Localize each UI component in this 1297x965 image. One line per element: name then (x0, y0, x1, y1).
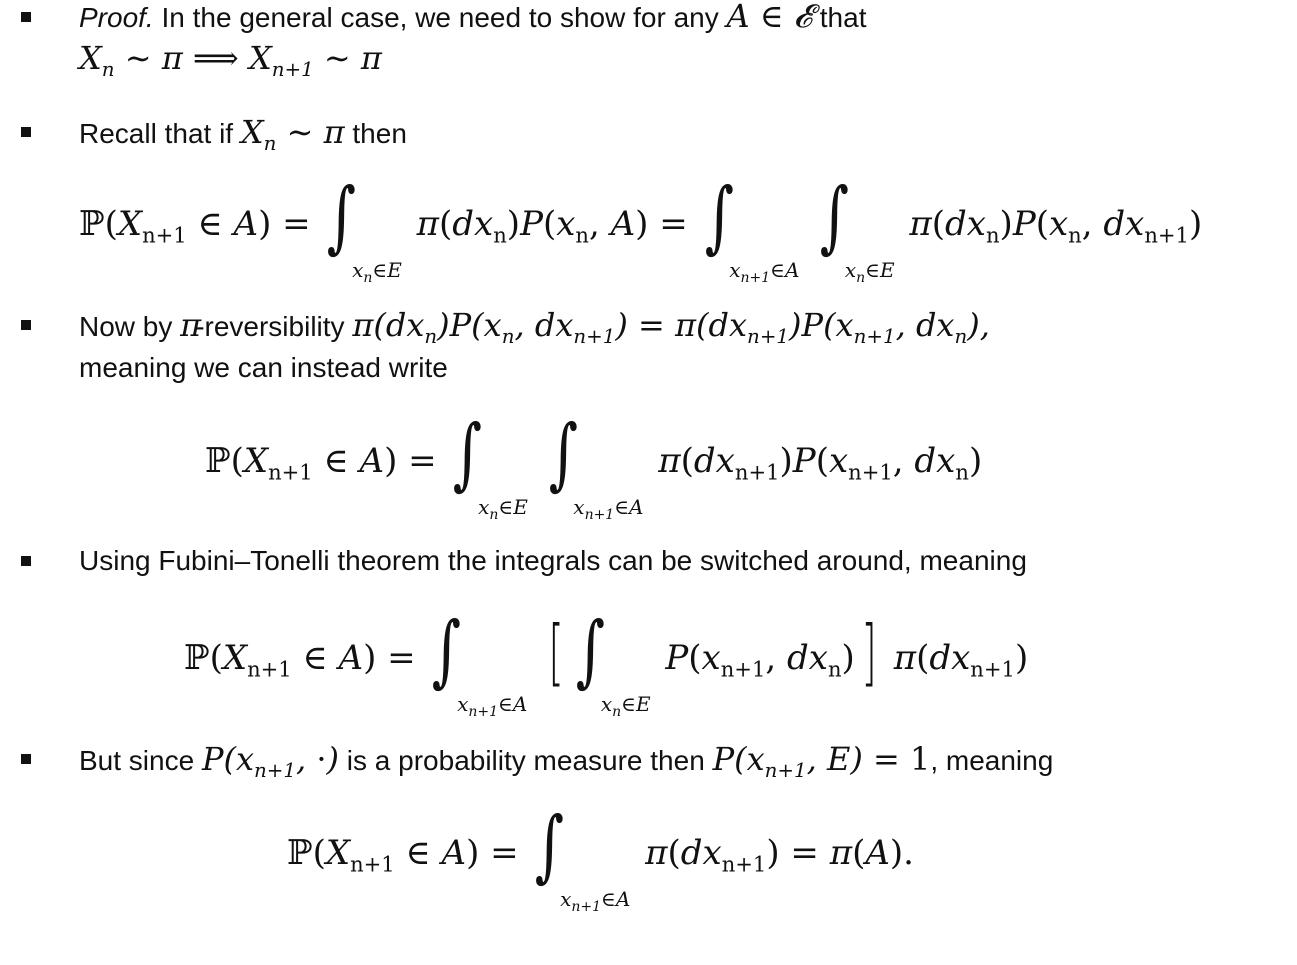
kernel-math: $P(x_{n+1}$, ·) (201, 740, 340, 782)
meaning-text: , meaning (930, 745, 1054, 776)
recall-then: then (352, 118, 407, 149)
reversibility-continuation: meaning we can instead write (79, 352, 448, 383)
probability-measure-line (79, 739, 1053, 781)
proof-text-that: that (819, 2, 867, 33)
bullet-marker (21, 127, 31, 137)
pi-symbol: π (180, 306, 202, 344)
proof-intro (79, 0, 866, 38)
recall-text: Recall that if (79, 118, 234, 149)
reversibility-math: $\pi(dx_n)P(x_n$, $dx_{n+1}) = \pi(dx_{n+1})P(x_{n+1}$, $dx_n$), (352, 306, 990, 348)
reversibility-line (79, 305, 990, 347)
recall-line (79, 112, 407, 154)
since-text: But since (79, 745, 195, 776)
reversibility-text-2: -reversibility (195, 311, 345, 342)
equation-2: $ℙ(X_{n+1}$ ∈ $A) = \int x_n\in E$ $\int x_{n+1}\in A$ $\pi(dx_{n+1})P(x_{n+1}$, $dx_n$) (205, 409, 983, 523)
goal-statement-math: $X_n$ ∼ π ⟹ $X_{n+1}$ ∼ π (79, 39, 382, 81)
bullet-marker (21, 12, 31, 22)
proof-label: Proof. (79, 2, 154, 33)
normalization-math: $P(x_{n+1}$, E) = 1 (712, 740, 931, 782)
fubini-line: Using Fubini–Tonelli theorem the integrals can be switched around, meaning (79, 545, 1027, 576)
equation-1: $ℙ(X_{n+1}$ ∈ $A) = \int x_n\in E$ $\pi(dx_n)P(x_n$, $A) = \int x_{n+1}\in A$ $\int x_n\in E$ $\pi(dx_n)P(x_n$, $dx_{n+1}$) (79, 172, 1203, 286)
proof-text: In the general case, we need to show for any (161, 2, 719, 33)
reversibility-text-1: Now by (79, 311, 173, 342)
bullet-marker (21, 556, 31, 566)
measure-text: is a probability measure then (346, 745, 705, 776)
bullet-marker (21, 754, 31, 764)
recall-math: $X_n$ ∼ π (240, 113, 345, 155)
set-membership-math: A ∈ 𝓔 (726, 0, 812, 35)
equation-4: $ℙ(X_{n+1}$ ∈ $A) = \int x_{n+1}\in A$ $\pi(dx_{n+1}) = \pi(A)$. (287, 801, 914, 915)
equation-3: $ℙ(X_{n+1}$ ∈ $A) = \int x_{n+1}\in A$ [ $\int x_n\in E$ $P(x_{n+1}$, $dx_n$)] $\pi(dx_{n+1})$ (184, 606, 1029, 720)
bullet-marker (21, 320, 31, 330)
